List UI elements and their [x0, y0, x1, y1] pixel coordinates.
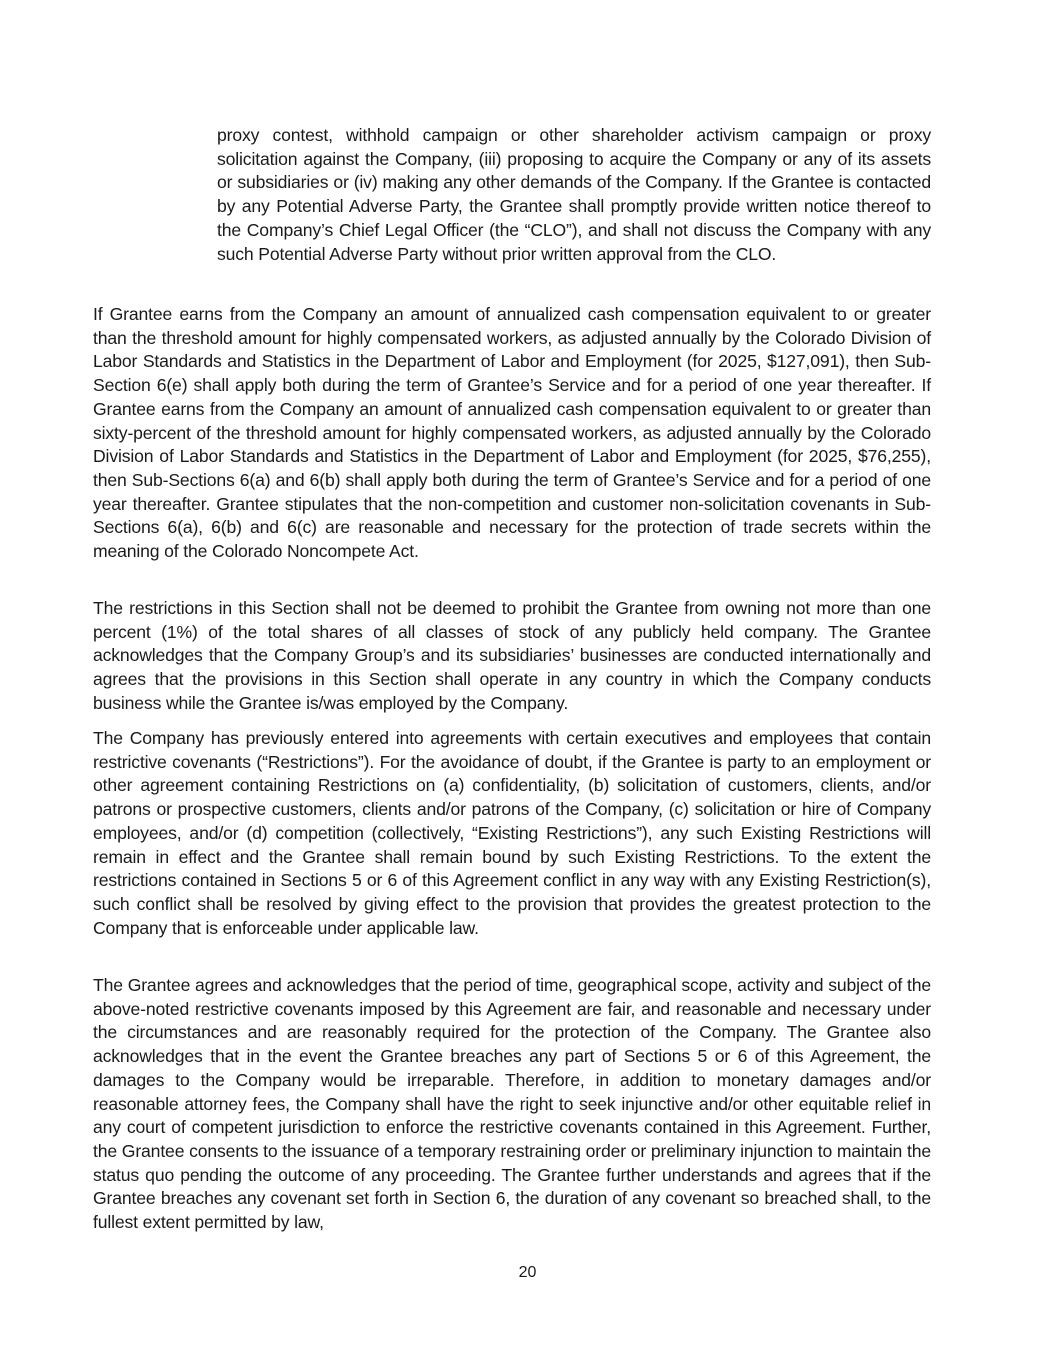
paragraph-stock-ownership: The restrictions in this Section shall not be deemed to prohibit the Grantee from owning not more than one percent (1%) of the total shares of all classes of stock of any publicly held company. The Grantee acknowledges that the Company Group’s and its subsidiaries’ businesses are conducted internationally and agrees that the provisions in this Section shall operate in any country in which the Company conducts business while the Grantee is/was employed by the Company. [93, 598, 931, 713]
paragraph-proxy-contest: proxy contest, withhold campaign or other shareholder activism campaign or proxy solicitation against the Company, (iii) proposing to acquire the Company or any of its assets or subsidiaries or (iv) making any other demands of the Company. If the Grantee is contacted by any Potential Adverse Party, the Grantee shall promptly provide written notice thereof to the Company’s Chief Legal Officer (the “CLO”), and shall not discuss the Company with any such Potential Adverse Party without prior written approval from the CLO. [217, 125, 931, 264]
paragraph-remedies: The Grantee agrees and acknowledges that the period of time, geographical scope, activity and subject of the above-noted restrictive covenants imposed by this Agreement are fair, and reasonable and necessary under the circumstances and are reasonably required for the protection of the Company. The Grantee also acknowledges that in the event the Grantee breaches any part of Sections 5 or 6 of this Agreement, the damages to the Company would be irreparable. Therefore, in addition to monetary damages and/or reasonable attorney fees, the Company shall have the right to seek injunctive and/or other equitable relief in any court of competent jurisdiction to enforce the restrictive covenants contained in this Agreement. Further, the Grantee consents to the issuance of a temporary restraining order or preliminary injunction to maintain the status quo pending the outcome of any proceeding. The Grantee further understands and agrees that if the Grantee breaches any covenant set forth in Section 6, the duration of any covenant so breached shall, to the fullest extent permitted by law, [93, 975, 931, 1233]
paragraph-colorado-compensation: If Grantee earns from the Company an amount of annualized cash compensation equivalent to or greater than the threshold amount for highly compensated workers, as adjusted annually by the Colorado Division of Labor Standards and Statistics in the Department of Labor and Employment (for 2025, $127,091), then Sub-Section 6(e) shall apply both during the term of Grantee’s Service and for a period of one year thereafter. If Grantee earns from the Company an amount of annualized cash compensation equivalent to or greater than sixty-percent of the threshold amount for highly compensated workers, as adjusted annually by the Colorado Division of Labor Standards and Statistics in the Department of Labor and Employment (for 2025, $76,255), then Sub-Sections 6(a) and 6(b) shall apply both during the term of Grantee’s Service and for a period of one year thereafter. Grantee stipulates that the non-competition and customer non-solicitation covenants in Sub-Sections 6(a), 6(b) and 6(c) are reasonable and necessary for the protection of trade secrets within the meaning of the Colorado Noncompete Act. [93, 304, 931, 562]
page-number: 20 [518, 1264, 537, 1281]
paragraph-existing-restrictions: The Company has previously entered into agreements with certain executives and employees that contain restrictive covenants (“Restrictions”). For the avoidance of doubt, if the Grantee is party to an employment or other agreement containing Restrictions on (a) confidentiality, (b) solicitation of customers, clients, and/or patrons or prospective customers, clients and/or patrons of the Company, (c) solicitation or hire of Company employees, and/or (d) competition (collectively, “Existing Restrictions”), any such Existing Restrictions will remain in effect and the Grantee shall remain bound by such Existing Restrictions. To the extent the restrictions contained in Sections 5 or 6 of this Agreement conflict in any way with any Existing Restriction(s), such conflict shall be resolved by giving effect to the provision that provides the greatest protection to the Company that is enforceable under applicable law. [93, 728, 931, 938]
